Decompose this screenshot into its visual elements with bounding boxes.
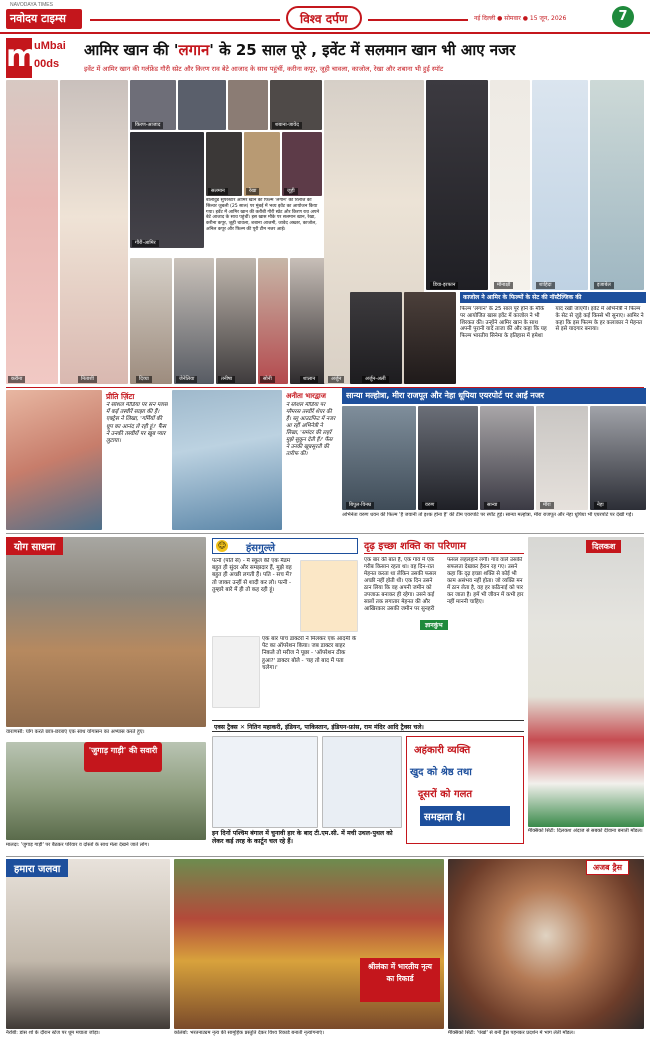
badge-line-2: 00ds [34, 58, 60, 70]
ajab-label: अजब ड्रैस [586, 860, 629, 875]
name-label: गौरी-आमिर [132, 240, 159, 247]
lead-deck: इवेंट में आमिर खान की गर्लफ्रेंड गौरी स्प्रेट और किरण राव बेटे आजाद के साथ पहुंचीं, करीना कपूर, जूही चावला, काजोल, रेखा और शबाना भी हुईं स्पॉट [84, 65, 444, 73]
brand-name: नवोदय टाइम्स [10, 12, 66, 25]
name-label: मीनाक्षी [494, 282, 513, 289]
photo-jalwa [6, 859, 170, 1029]
photo-dance [174, 859, 444, 1029]
jugaad-label: 'जुगाड़ गाड़ी' की सवारी [88, 746, 158, 755]
name-label: जेनेलिया [176, 376, 197, 383]
article-headline: दृढ़ इच्छा शक्ति का परिणाम [364, 541, 466, 552]
photo-arjun-ali [350, 292, 402, 384]
headline-highlight: लगान [178, 41, 210, 59]
dilkash-label: दिलकश [586, 540, 621, 553]
ticker-text: एक्स ट्रैक्स ✕ नितिन महाकरी, इंडियन, पाकिस्तान, इंडियन-फ्रांस, राम मंदिर आदि ट्रैक्स चले। [214, 724, 424, 731]
name-label: तनीषा [218, 376, 235, 383]
name-label: शबाना-जावेद [272, 122, 302, 129]
photo-meera [536, 406, 588, 510]
quote-line-4: समझता है। [424, 812, 466, 823]
name-label: सोनी [260, 376, 275, 383]
article-rule [364, 553, 524, 554]
masthead [0, 0, 650, 34]
name-label: अर्जुन [328, 376, 344, 383]
issue-date: नई दिल्ली ● सोमवार ● 15 जून, 2026 [474, 15, 567, 22]
profile-left-text: ने सोशल मीडिया पर सन ग्लास में कई तस्वीरें साझा की हैं। एक्ट्रेस ने लिखा, 'गर्मियों की धूप का आनंद ले रही हूं।' फैंस ने उनकी तस्वीरों पर खूब प्यार लुटाया। [106, 402, 168, 445]
photo-preity [6, 390, 102, 530]
photo-yoga [6, 537, 206, 727]
photo-kareena [6, 80, 58, 384]
yoga-label: योग साधना [6, 537, 63, 555]
name-label: निताशी [78, 376, 97, 383]
dance-caption: कोलंबो: भरतनाट्यम नृत्य की सामूहिक प्रस्तुति देकर विश्व रिकार्ड बनाती नृत्यांगनाएं। [174, 1030, 325, 1036]
name-label: किरण-आजाद [132, 122, 163, 129]
photo-ajab [448, 859, 644, 1029]
dance-label: श्रीलंका में भारतीय नृत्य का रिकार्ड [368, 962, 432, 983]
headline-pre: आमिर खान की ' [84, 41, 179, 59]
name-label: दिव्या [136, 376, 152, 383]
lead-caption: बॉलीवुड सुपरस्टार आमिर खान की फिल्म 'लगान' की रिलीज को सिल्वर जुबली (25 साल) पर मुंबई में भव्य इवेंट का आयोजन किया गया। इवेंट में आमिर खान की करीबी गौरी स्प्रेट और किरण राव अपने बेटे आजाद के साथ पहुंचीं। इस खास मौके पर सलमान खान, रेखा, करीना कपूर, जूही चावला, शबाना आजमी, जावेद अख्तर, काजोल, अनिल कपूर और फिल्म की पूरी टीम नजर आई। [206, 198, 320, 232]
name-label: करीना [8, 376, 25, 383]
sub-label: काजोल ने आमिर के फिल्मों के सेट की नॉस्टैल्जिक की [463, 294, 582, 301]
jokes-title: हंसगुल्ले [246, 543, 275, 554]
photo-dia-irfan [426, 80, 488, 290]
photo-neha [590, 406, 646, 510]
photo-anita [172, 390, 282, 530]
dilkash-caption: मैक्सिको सिटी: दिलकश अंदाज से सबको दीवाना बनाती मॉडल। [528, 828, 643, 834]
photo-meenakshi [490, 80, 530, 290]
airport-headline: सान्या मल्होत्रा, मीरा राजपूत और नेहा धूपिया एयरपोर्ट पर आईं नजर [346, 391, 545, 400]
small-logo: NAVODAYA TIMES [10, 2, 53, 8]
masthead-rule-left [90, 19, 280, 21]
joke-cartoon-2 [212, 636, 260, 708]
yoga-caption: वाराणसी: योग करते छात्र-छात्राएं एक साथ योगासन का अभ्यास करते हुए। [6, 729, 145, 735]
photo-gauri-aamir [130, 132, 204, 248]
cartoon-2 [322, 736, 402, 828]
quote-line-2: खुद को श्रेष्ठ तथा [410, 767, 472, 778]
mumbai-goods-badge [6, 38, 76, 78]
jalwa-caption: नैरोबी: डांस शो के दौरान स्टेज पर धूम मचाता जोड़ा। [6, 1030, 100, 1036]
name-label: मीरा [540, 502, 554, 509]
profile-right-text: ने सोशल मीडिया पर ग्लैमरस तस्वीरें शेयर की हैं। ब्लू आउटफिट में नजर आ रहीं अभिनेत्री ने लिखा, 'समंदर की लहरें मुझे सुकून देती हैं।' फैंस ने उनकी खूबसूरती की तारीफ की। [286, 402, 336, 457]
jalwa-label: हमारा जलवा [6, 859, 68, 877]
photo-vipul [342, 406, 416, 510]
photo-dilkash [528, 537, 644, 827]
quote-line-3: दूसरों को गलत [418, 789, 473, 800]
photo-rekha [244, 132, 280, 196]
name-label: वरुण [422, 502, 437, 509]
ajab-caption: मैक्सिको सिटी: 'पंखों' से बनी ड्रैस पहनकर प्रदर्शन में भाग लेती मॉडल। [448, 1030, 575, 1036]
photo-sanya [480, 406, 534, 510]
photo-tanisha [216, 258, 256, 384]
quote-line-1: अहंकारी व्यक्ति [414, 745, 471, 756]
name-label: शाहिदा [536, 282, 555, 289]
lead-headline [84, 40, 646, 60]
photo-isabelle [590, 80, 644, 290]
name-label: बिपुल-विनम्र [346, 502, 374, 509]
page-number: 7 [612, 6, 634, 28]
sub-story-text: फिल्म 'लगान' के 25 साल पूरे होने के मौके पर आयोजित खास इवेंट में काजोल ने भी शिरकत की। उन्होंने आमिर खान के साथ अपनी पुरानी यादें ताजा कीं और कहा कि यह फिल्म भारतीय सिनेमा के इतिहास में हमेशा याद रखी जाएगी। इवेंट में अभिनेत्री ने फिल्म के सेट से जुड़े कई किस्से भी सुनाए। आमिर ने कहा कि इस फिल्म के हर कलाकार ने मेहनत से इसे यादगार बनाया। [460, 306, 644, 340]
jokes-header-box [212, 538, 358, 554]
cartoon-caption: इन दिनों पश्चिम बंगाल में चुनावी हार के बाद टी.एम.सी. में मची उथल-पुथल को लेकर कई तरह के कार्टून चल रहे हैं। [212, 830, 393, 845]
photo-salman [206, 132, 242, 196]
name-label: रेखा [246, 188, 259, 195]
photo-varun [418, 406, 478, 510]
name-label: सलमान [208, 188, 228, 195]
name-label: अर्जुन-अली [362, 376, 389, 383]
joke-2: एक बार पांच डाक्टरों ने मिलकर एक आदमी के पेट का ऑपरेशन किया। जब डाक्टर बाहर निकले तो मरीज ने पूछा - 'ऑपरेशन ठीक हुआ?' डाक्टर बोले - 'यह तो बाद में पता चलेगा।' [262, 636, 357, 671]
mid-rule [6, 533, 644, 534]
article-body: एक बार की बात है, एक गांव में एक गरीब किसान रहता था। वह दिन-रात मेहनत करता था लेकिन उसकी फसल अच्छी नहीं होती थी। एक दिन उसने ठान लिया कि वह अपनी जमीन को उपजाऊ बनाकर ही रहेगा। उसने कई सालों तक लगातार मेहनत की और आखिरकार उसकी जमीन पर सुनहरी फसल लहलहाने लगी। गांव वाले उसकी सफलता देखकर हैरान रह गए। उसने कहा कि दृढ़ इच्छा शक्ति से कोई भी काम असंभव नहीं होता। जो व्यक्ति मन में ठान लेता है, वह हर कठिनाई को पार कर जाता है। हमें भी जीवन में कभी हार नहीं माननी चाहिए। [364, 557, 524, 612]
bottom-rule [6, 856, 644, 857]
name-label: नेहा [594, 502, 607, 509]
masthead-rule-right [368, 19, 468, 21]
name-label: जूही [284, 188, 298, 195]
photo-group-1 [178, 80, 226, 130]
article-tag: ज्ञानकुंभ [420, 620, 448, 630]
badge-m: m [6, 38, 32, 78]
section-title: विश्व दर्पण [300, 12, 348, 26]
cartoon-1 [212, 736, 318, 828]
smiley-icon: ☺ [217, 541, 227, 550]
photo-shahida [532, 80, 588, 290]
photo-kiran [228, 80, 268, 130]
photo-divya [130, 258, 172, 384]
jugaad-caption: मालदा: 'जुगाड़ गाड़ी' पर बैठकर परिवार व दोस्तों के साथ मेला देखने जाते लोग। [6, 842, 150, 848]
badge-line-1: uMbai [34, 40, 66, 52]
name-label: डिया-इरफान [430, 282, 458, 289]
airport-caption: अभिनेता वरुण धवन की फिल्म 'है जवानी तो इश्क होना है' की टीम एयरपोर्ट पर स्पॉट हुई। सान्या मल्होत्रा, मीरा राजपूत और नेहा धूपिया भी एयरपोर्ट पर देखी गईं। [342, 512, 634, 518]
photo-aditi [404, 292, 456, 384]
name-label: शालान [300, 376, 318, 383]
headline-post: ' के 25 साल पूरे , इवेंट में सलमान खान भी आए नजर [209, 41, 516, 59]
joke-cartoon-1 [300, 560, 358, 632]
name-label: इजाबेल [594, 282, 614, 289]
photo-nitashi [60, 80, 128, 384]
profile-right-name: अनीता भारद्वाज [286, 392, 326, 400]
photo-juhi [282, 132, 322, 196]
photo-soni [258, 258, 288, 384]
name-label: सान्या [484, 502, 500, 509]
profile-left-name: प्रीति ज़िंटा [106, 392, 135, 401]
joke-1: पत्नी (पति से) - मैं स्कूल की एक मैडम बहुत ही सुंदर और समझदार हैं, मुझे वह बहुत ही अच्छी लगती हैं। पति - सच में? तो जाकर उन्हीं से शादी कर लो। पत्नी - तुम्हारे बारे में ही तो कह रही हूं। [212, 558, 292, 593]
photo-genelia [174, 258, 214, 384]
